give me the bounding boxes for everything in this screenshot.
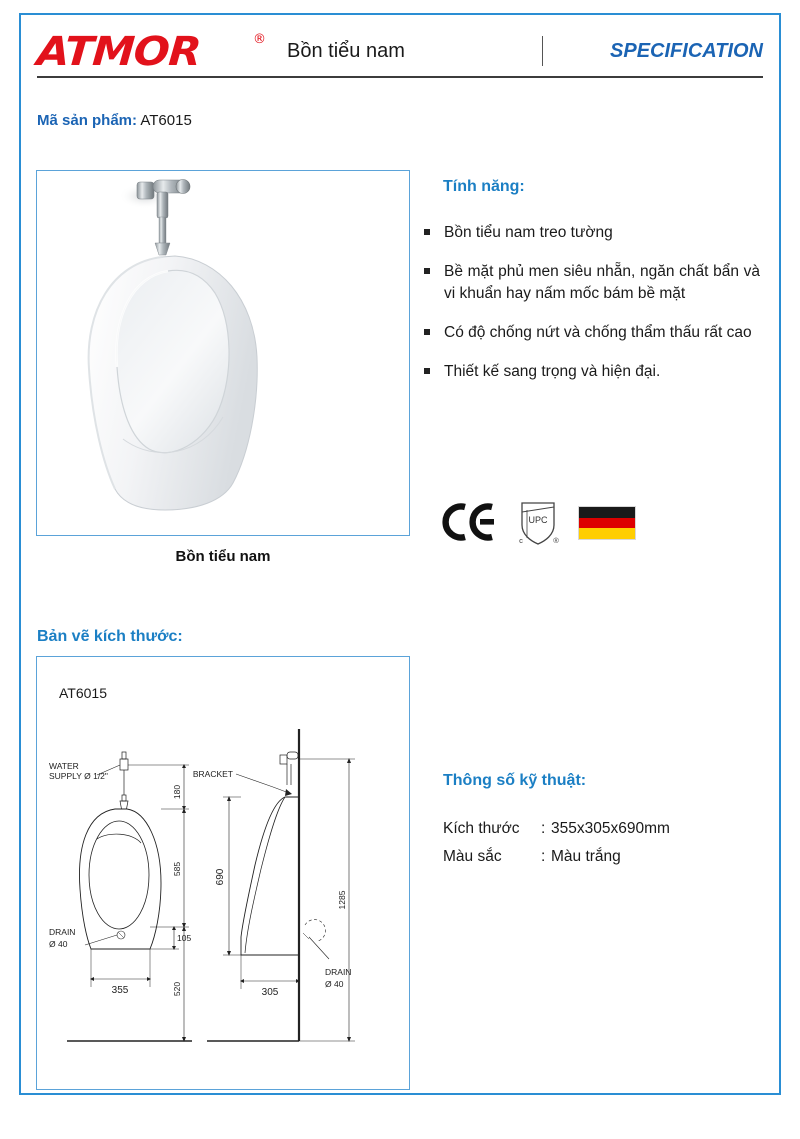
germany-flag-icon xyxy=(578,506,636,540)
feature-text: Bề mặt phủ men siêu nhẵn, ngăn chất bẩn và vi khuẩn hay nấm mốc bám bề mặt xyxy=(444,263,760,302)
header-specification-label: SPECIFICATION xyxy=(610,40,763,62)
label-water-supply-2: SUPPLY Ø 1/2" xyxy=(49,771,108,781)
product-code-label: Mã sản phẩm: xyxy=(37,112,138,129)
label-drain-front-1: DRAIN xyxy=(49,927,76,937)
bullet-icon xyxy=(424,229,430,235)
product-code-value: AT6015 xyxy=(140,112,192,129)
feature-item xyxy=(420,261,760,305)
features-list xyxy=(420,222,760,383)
dim-180: 180 xyxy=(172,784,182,800)
tech-spec-separator: : xyxy=(541,820,546,837)
registered-trademark-icon: ® xyxy=(253,32,266,47)
feature-item xyxy=(420,322,760,344)
dimension-drawing-box xyxy=(36,656,410,1090)
certification-marks xyxy=(440,498,700,548)
tech-spec-key: Kích thước xyxy=(443,820,520,837)
header-rule xyxy=(37,76,763,78)
feature-item xyxy=(420,222,760,244)
technical-drawing xyxy=(37,697,409,1087)
bullet-icon xyxy=(424,329,430,335)
label-bracket: BRACKET xyxy=(192,769,233,779)
tech-spec-row xyxy=(443,848,763,866)
feature-text: Bồn tiểu nam treo tường xyxy=(444,224,613,241)
upc-mark-icon xyxy=(512,498,564,548)
product-photo-box xyxy=(36,170,410,536)
upc-sub-right: ® xyxy=(553,536,559,545)
features-title: Tính năng: xyxy=(443,178,525,195)
tech-spec-value: 355x305x690mm xyxy=(551,820,670,837)
label-drain-side-1: DRAIN xyxy=(325,967,352,977)
atmor-logo xyxy=(37,30,267,74)
dim-1285: 1285 xyxy=(337,890,347,910)
dim-305: 305 xyxy=(261,987,279,998)
tech-specs-table xyxy=(443,820,763,876)
dim-105: 105 xyxy=(177,933,192,943)
upc-label: UPC xyxy=(528,515,548,525)
feature-item xyxy=(420,361,760,383)
bullet-icon xyxy=(424,268,430,274)
bullet-icon xyxy=(424,368,430,374)
dim-520: 520 xyxy=(172,981,182,997)
drawing-model-code: AT6015 xyxy=(59,685,107,701)
tech-spec-separator: : xyxy=(541,848,546,865)
feature-text: Có độ chống nứt và chống thẩm thấu rất cao xyxy=(444,324,752,341)
header-product-name: Bồn tiểu nam xyxy=(287,40,405,62)
product-code xyxy=(37,112,192,129)
urinal-illustration xyxy=(37,171,409,535)
tech-specs-title: Thông số kỹ thuật: xyxy=(443,772,587,789)
page-header xyxy=(37,30,763,84)
product-photo-caption: Bồn tiểu nam xyxy=(175,548,271,565)
dim-355: 355 xyxy=(111,985,129,996)
feature-text: Thiết kế sang trọng và hiện đại. xyxy=(444,363,661,380)
label-water-supply-1: WATER xyxy=(49,761,79,771)
dim-690: 690 xyxy=(215,868,226,886)
logo-wordmark: ATMOR xyxy=(35,29,202,75)
label-drain-front-2: Ø 40 xyxy=(49,939,68,949)
drawing-section-title: Bản vẽ kích thước: xyxy=(37,628,183,645)
tech-spec-row xyxy=(443,820,763,838)
ce-mark-icon xyxy=(440,502,496,542)
dim-585: 585 xyxy=(172,861,182,877)
tech-spec-value: Màu trắng xyxy=(551,848,621,865)
header-divider xyxy=(542,36,543,66)
tech-spec-key: Màu sắc xyxy=(443,848,502,865)
upc-sub-left: c xyxy=(519,536,523,545)
label-drain-side-2: Ø 40 xyxy=(325,979,344,989)
